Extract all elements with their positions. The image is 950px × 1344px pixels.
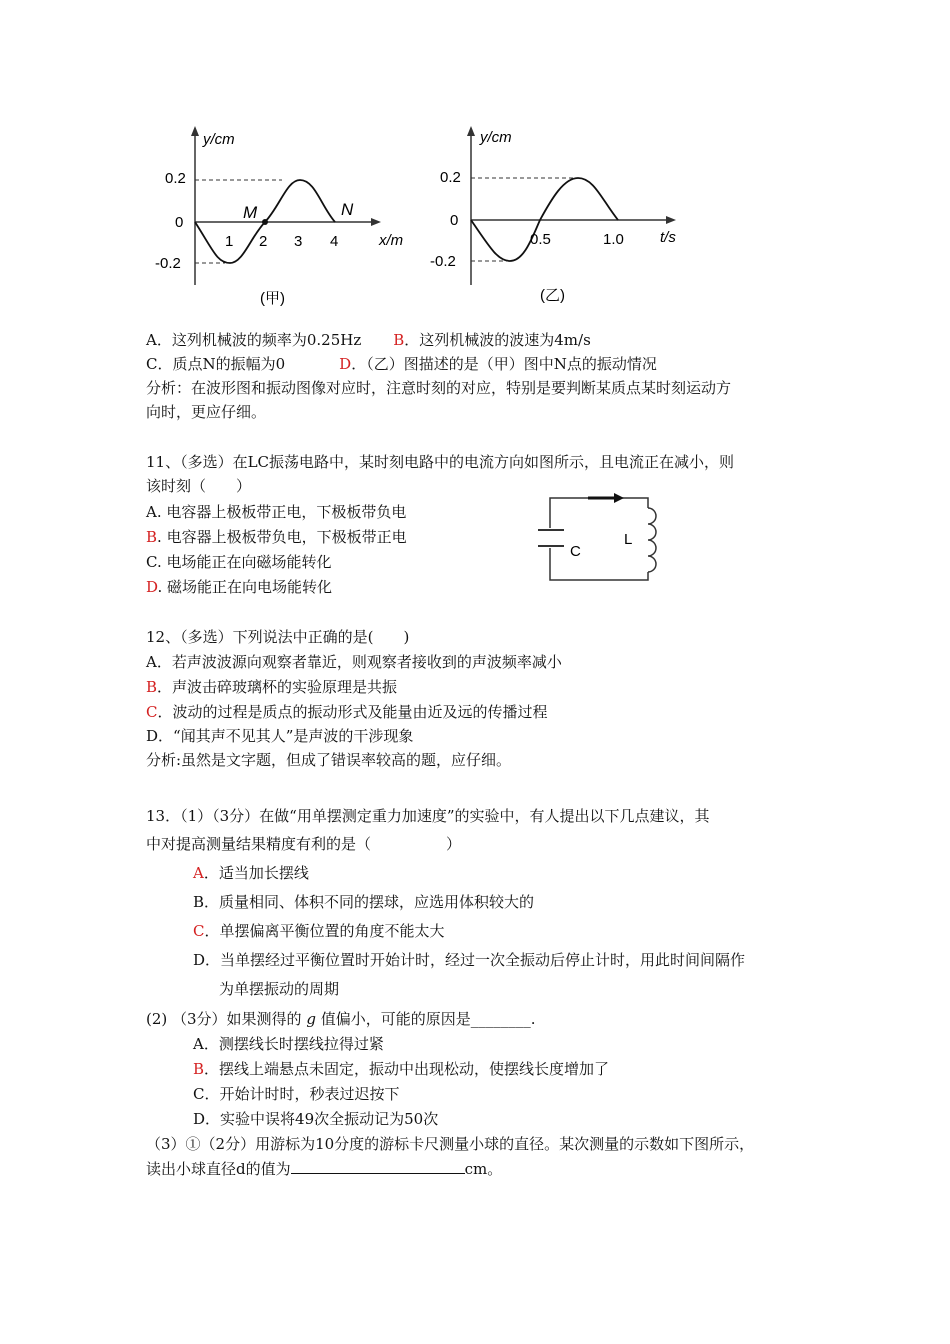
- q10-option-d-letter: D: [339, 355, 352, 373]
- q12-option-c-letter: C: [146, 703, 158, 721]
- q13-p1-option-c: [193, 921, 445, 941]
- q13-p3-post: cm。: [464, 1160, 503, 1178]
- q10-analysis-1: 分析：在波形图和振动图像对应时，注意时刻的对应，特别是要判断某质点某时刻运动方: [146, 379, 732, 397]
- q12-option-b-letter: B: [146, 678, 158, 696]
- q11-option-a: A. 电容器上极板带正电，下极板带负电: [146, 503, 407, 521]
- q13-stem-1: 13．（1）（3分）在做“用单摆测定重力加速度”的实验中，有人提出以下几点建议，其: [146, 807, 710, 825]
- x-tick-3: 3: [294, 233, 303, 250]
- lc-circuit-diagram: [530, 490, 670, 590]
- q10-option-d: ．（乙）图描述的是（甲）图中N点的振动情况: [351, 355, 657, 373]
- capacitor-label: C: [570, 543, 581, 560]
- point-m: [262, 219, 268, 225]
- q13-p2-option-a: A．测摆线长时摆线拉得过紧: [193, 1035, 384, 1053]
- q13-p2-option-b: [193, 1059, 609, 1079]
- q13-p2-option-d: D．实验中误将49次全振动记为50次: [193, 1110, 439, 1128]
- y-axis-label: y/cm: [203, 131, 235, 148]
- q13-stem-2: 中对提高测量结果精度有利的是（ ）: [146, 835, 462, 853]
- wave-graph-jia: [155, 120, 420, 315]
- q11-option-b-letter: B: [146, 528, 158, 546]
- q12-stem: 12、（多选）下列说法中正确的是( ): [146, 628, 410, 646]
- q13-p2-b-letter: B: [193, 1060, 205, 1078]
- q10-option-b-letter: B: [393, 331, 405, 349]
- q12-option-c-text: ．波动的过程是质点的振动形式及能量由近及远的传播过程: [157, 703, 548, 721]
- q13-p2-b-text: ．摆线上端悬点未固定，振动中出现松动，使摆线长度增加了: [204, 1060, 610, 1078]
- q12-option-b: [146, 677, 397, 697]
- q13-p2-stem: [146, 1009, 536, 1029]
- q10-options-cd: [146, 354, 657, 374]
- q13-p1-a-text: ．适当加长摆线: [203, 864, 309, 882]
- y-tick-0: 0: [175, 214, 184, 231]
- q10-options-ab: [146, 330, 591, 350]
- q13-p2-stem-post: 值偏小，可能的原因是________.: [320, 1010, 536, 1028]
- q11-option-c: C. 电场能正在向磁场能转化: [146, 553, 332, 571]
- x-tick-1: 1: [225, 233, 234, 250]
- q13-p1-option-d-1: D．当单摆经过平衡位置时开始计时，经过一次全振动后停止计时，用此时间间隔作: [193, 951, 746, 969]
- y-tick-0: 0: [450, 212, 459, 229]
- q12-option-d: D．“闻其声不见其人”是声波的干涉现象: [146, 727, 414, 745]
- q13-p2-option-c: C．开始计时时，秒表过迟按下: [193, 1085, 400, 1103]
- y-axis-arrow: [467, 126, 475, 136]
- caption-yi: (乙): [540, 287, 565, 304]
- y-tick-0.2: 0.2: [165, 170, 186, 187]
- q13-p3-line-2: [146, 1159, 502, 1179]
- x-axis-label: x/m: [379, 232, 404, 249]
- q12-analysis: 分析:虽然是文字题，但成了错误率较高的题，应仔细。: [146, 751, 512, 769]
- q13-p2-g: g: [306, 1010, 316, 1028]
- q13-p1-a-letter: A: [193, 864, 204, 882]
- q10-option-c: C．质点N的振幅为0: [146, 355, 286, 373]
- y-tick-neg0.2: -0.2: [430, 253, 456, 270]
- x-tick-4: 4: [330, 233, 339, 250]
- q10-option-b: ．这列机械波的波速为4m/s: [404, 331, 591, 349]
- label-n: N: [341, 200, 354, 219]
- q10-analysis-2: 向时，更应仔细。: [146, 403, 267, 421]
- q13-p1-option-b: B．质量相同、体积不同的摆球，应选用体积较大的: [193, 893, 535, 911]
- x-axis-arrow: [666, 216, 676, 224]
- q11-option-d: [146, 577, 332, 597]
- x-tick-2: 2: [259, 233, 268, 250]
- q13-p2-stem-pre: (2) （3分）如果测得的: [146, 1010, 302, 1028]
- q11-option-b: [146, 527, 407, 547]
- q11-option-d-letter: D: [146, 578, 158, 596]
- label-m: M: [243, 203, 258, 222]
- q11-option-b-text: . 电容器上极板带负电，下极板带正电: [157, 528, 407, 546]
- t-tick-1.0: 1.0: [603, 231, 624, 248]
- vibration-graph-yi: [428, 120, 698, 315]
- q12-option-b-text: ．声波击碎玻璃杯的实验原理是共振: [157, 678, 398, 696]
- q11-option-d-text: . 磁场能正在向电场能转化: [157, 578, 333, 596]
- current-arrow-head: [614, 493, 624, 503]
- q13-p3-pre: 读出小球直径d的值为: [146, 1160, 291, 1178]
- q13-p1-c-text: ．单摆偏离平衡位置的角度不能太大: [204, 922, 445, 940]
- inductor-label: L: [624, 531, 633, 548]
- q13-p1-c-letter: C: [193, 922, 205, 940]
- y-tick-neg0.2: -0.2: [155, 255, 181, 272]
- y-tick-0.2: 0.2: [440, 169, 461, 186]
- x-axis-label: t/s: [660, 229, 676, 246]
- answer-blank-diameter[interactable]: [291, 1159, 465, 1174]
- q12-option-c: [146, 702, 548, 722]
- caption-jia: (甲): [260, 290, 285, 307]
- q11-stem-1: 11、（多选）在LC振荡电路中，某时刻电路中的电流方向如图所示，且电流正在减小，则: [146, 453, 735, 471]
- q12-option-a: A．若声波波源向观察者靠近，则观察者接收到的声波频率减小: [146, 653, 562, 671]
- y-axis-label: y/cm: [480, 129, 512, 146]
- q11-stem-2: 该时刻（ ）: [146, 477, 252, 495]
- inductor-coil: [648, 508, 656, 572]
- q13-p1-option-a: [193, 863, 309, 883]
- q13-p1-option-d-2: 为单摆振动的周期: [219, 980, 340, 998]
- y-axis-arrow: [191, 126, 199, 136]
- t-tick-0.5: 0.5: [530, 231, 551, 248]
- q13-p3-line-1: （3）①（2分）用游标为10分度的游标卡尺测量小球的直径。某次测量的示数如下图所示，: [146, 1135, 755, 1153]
- q10-option-a: A．这列机械波的频率为0.25Hz: [146, 331, 362, 349]
- x-axis-arrow: [371, 218, 381, 226]
